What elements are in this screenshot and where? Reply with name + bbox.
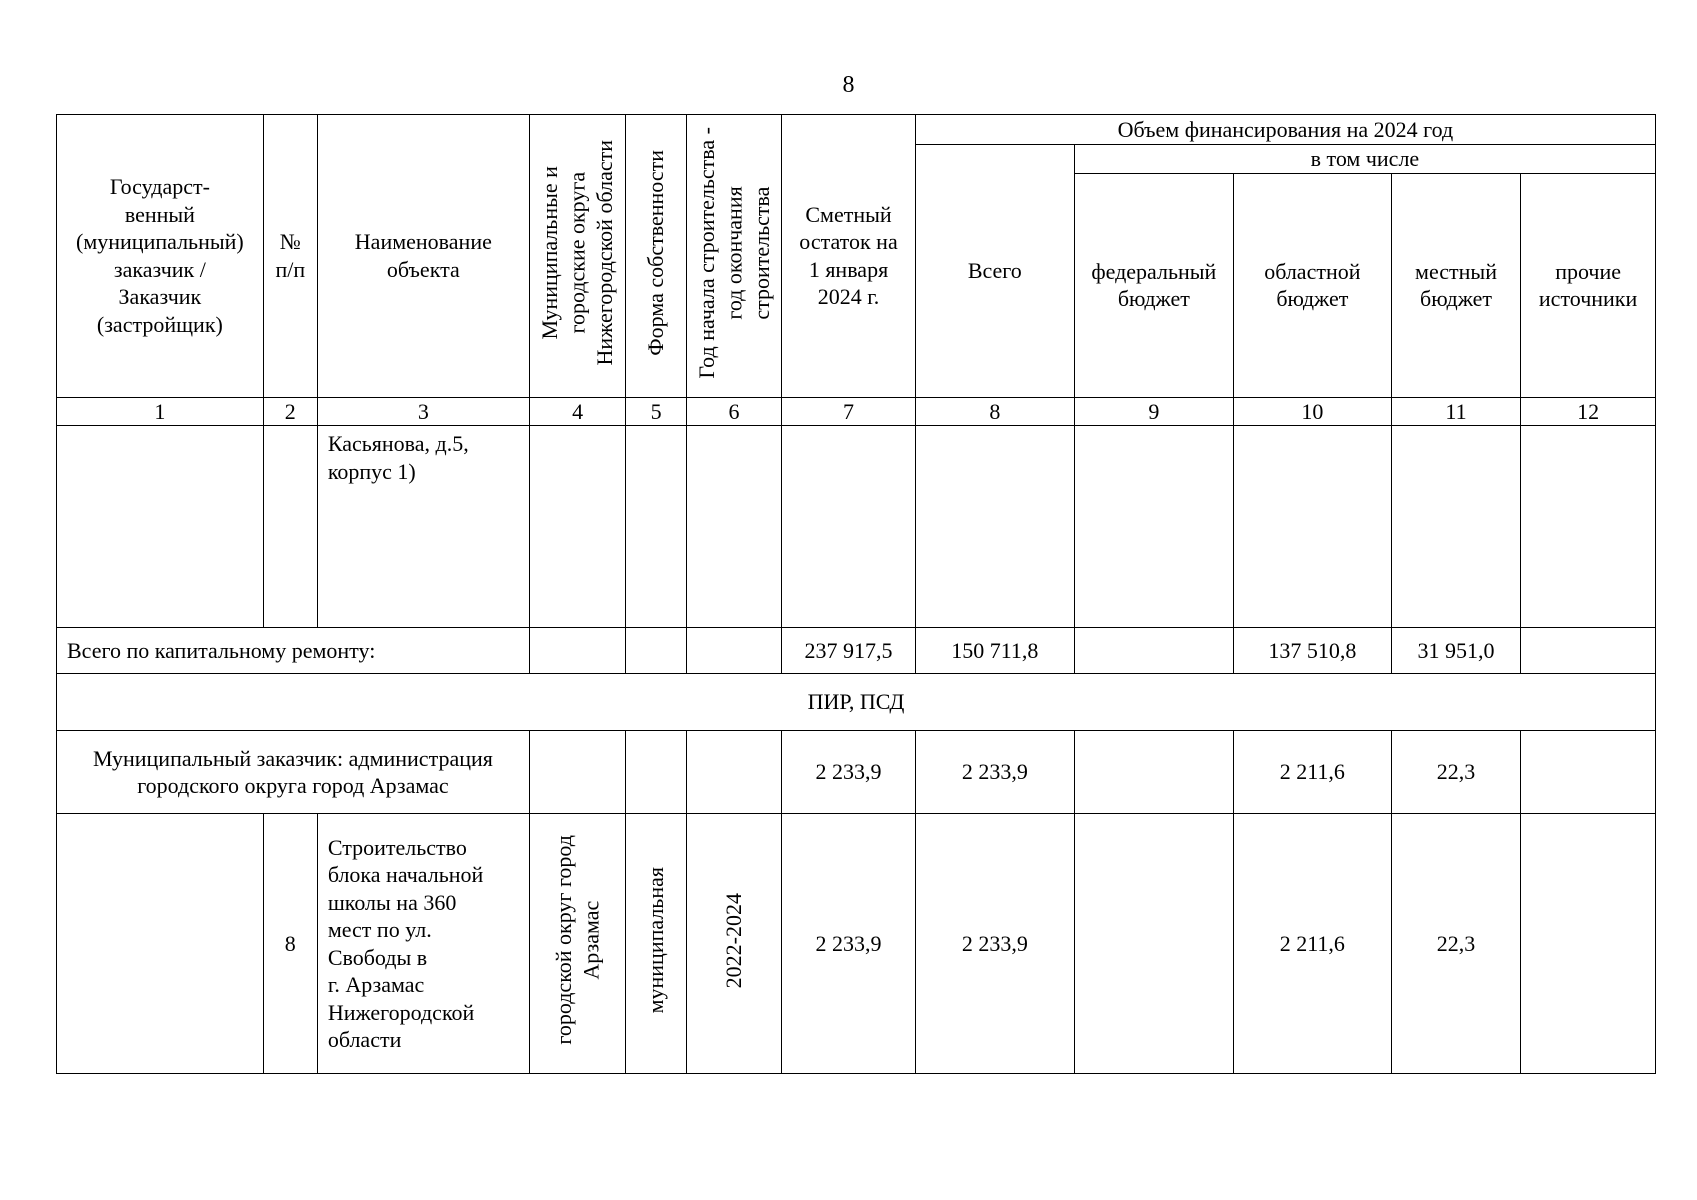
object-federal xyxy=(1074,814,1233,1074)
header-local: местный бюджет xyxy=(1391,173,1520,397)
customer-local: 22,3 xyxy=(1391,731,1520,814)
column-number: 11 xyxy=(1391,397,1520,426)
column-number: 10 xyxy=(1233,397,1391,426)
empty-cell xyxy=(529,426,625,628)
column-number: 4 xyxy=(529,397,625,426)
page-number: 8 xyxy=(842,72,855,98)
header-financing-group: Объем финансирования на 2024 год xyxy=(915,115,1655,145)
customer-federal xyxy=(1074,731,1233,814)
object-name: Строительство блока начальной школы на 360 мест по ул. Свободы в г. Арзамас Нижегородской области xyxy=(317,814,529,1074)
customer-estimated-balance: 2 233,9 xyxy=(782,731,916,814)
capital-repair-total-row xyxy=(57,628,1656,674)
continuation-object-name: Касьянова, д.5, корпус 1) xyxy=(317,426,529,628)
header-federal: федеральный бюджет xyxy=(1074,173,1233,397)
header-including: в том числе xyxy=(1074,145,1655,174)
empty-cell xyxy=(686,426,781,628)
empty-cell xyxy=(57,814,264,1074)
capital-repair-estimated-balance: 237 917,5 xyxy=(782,628,916,674)
header-object-name: Наименование объекта xyxy=(317,115,529,398)
customer-row xyxy=(57,731,1656,814)
empty-cell xyxy=(782,426,916,628)
continuation-row xyxy=(57,426,1656,628)
capital-repair-other xyxy=(1521,628,1656,674)
continuation-customer xyxy=(57,426,264,628)
header-municipal-districts: Муниципальные и городские округа Нижегородской области xyxy=(529,115,625,398)
column-number: 9 xyxy=(1074,397,1233,426)
empty-cell xyxy=(626,731,686,814)
empty-cell xyxy=(626,628,686,674)
customer-regional: 2 211,6 xyxy=(1233,731,1391,814)
empty-cell xyxy=(1391,426,1520,628)
capital-repair-federal xyxy=(1074,628,1233,674)
capital-repair-regional: 137 510,8 xyxy=(1233,628,1391,674)
column-number: 7 xyxy=(782,397,916,426)
header-row-1 xyxy=(57,115,1656,145)
continuation-number xyxy=(263,426,317,628)
object-local: 22,3 xyxy=(1391,814,1520,1074)
header-years: Год начала строительства - год окончания строительства xyxy=(686,115,781,398)
empty-cell xyxy=(1074,426,1233,628)
header-ownership: Форма собственности xyxy=(626,115,686,398)
object-years: 2022-2024 xyxy=(686,814,781,1074)
empty-cell xyxy=(1521,426,1656,628)
empty-cell xyxy=(626,426,686,628)
object-ownership: муниципальная xyxy=(626,814,686,1074)
empty-cell xyxy=(915,426,1074,628)
object-estimated-balance: 2 233,9 xyxy=(782,814,916,1074)
empty-cell xyxy=(529,731,625,814)
header-number: № п/п xyxy=(263,115,317,398)
header-total: Всего xyxy=(915,145,1074,398)
capital-repair-total: 150 711,8 xyxy=(915,628,1074,674)
column-number: 6 xyxy=(686,397,781,426)
section-title: ПИР, ПСД xyxy=(57,674,1656,731)
empty-cell xyxy=(1233,426,1391,628)
column-number: 5 xyxy=(626,397,686,426)
header-estimated-balance: Сметный остаток на 1 января 2024 г. xyxy=(782,115,916,398)
object-row xyxy=(57,814,1656,1074)
column-number: 2 xyxy=(263,397,317,426)
empty-cell xyxy=(686,731,781,814)
customer-label: Муниципальный заказчик: администрация городского округа город Арзамас xyxy=(57,731,530,814)
capital-repair-total-label: Всего по капитальному ремонту: xyxy=(57,628,530,674)
column-number: 12 xyxy=(1521,397,1656,426)
column-number: 1 xyxy=(57,397,264,426)
object-regional: 2 211,6 xyxy=(1233,814,1391,1074)
header-customer: Государст- венный (муниципальный) заказчик / Заказчик (застройщик) xyxy=(57,115,264,398)
customer-other xyxy=(1521,731,1656,814)
customer-total: 2 233,9 xyxy=(915,731,1074,814)
financing-table xyxy=(56,114,1656,1074)
column-number: 8 xyxy=(915,397,1074,426)
capital-repair-local: 31 951,0 xyxy=(1391,628,1520,674)
empty-cell xyxy=(529,628,625,674)
column-number: 3 xyxy=(317,397,529,426)
empty-cell xyxy=(686,628,781,674)
object-number: 8 xyxy=(263,814,317,1074)
object-total: 2 233,9 xyxy=(915,814,1074,1074)
object-district: городской округ город Арзамас xyxy=(529,814,625,1074)
header-other: прочие источники xyxy=(1521,173,1656,397)
object-other xyxy=(1521,814,1656,1074)
column-numbers-row xyxy=(57,397,1656,426)
header-regional: областной бюджет xyxy=(1233,173,1391,397)
section-title-row xyxy=(57,674,1656,731)
